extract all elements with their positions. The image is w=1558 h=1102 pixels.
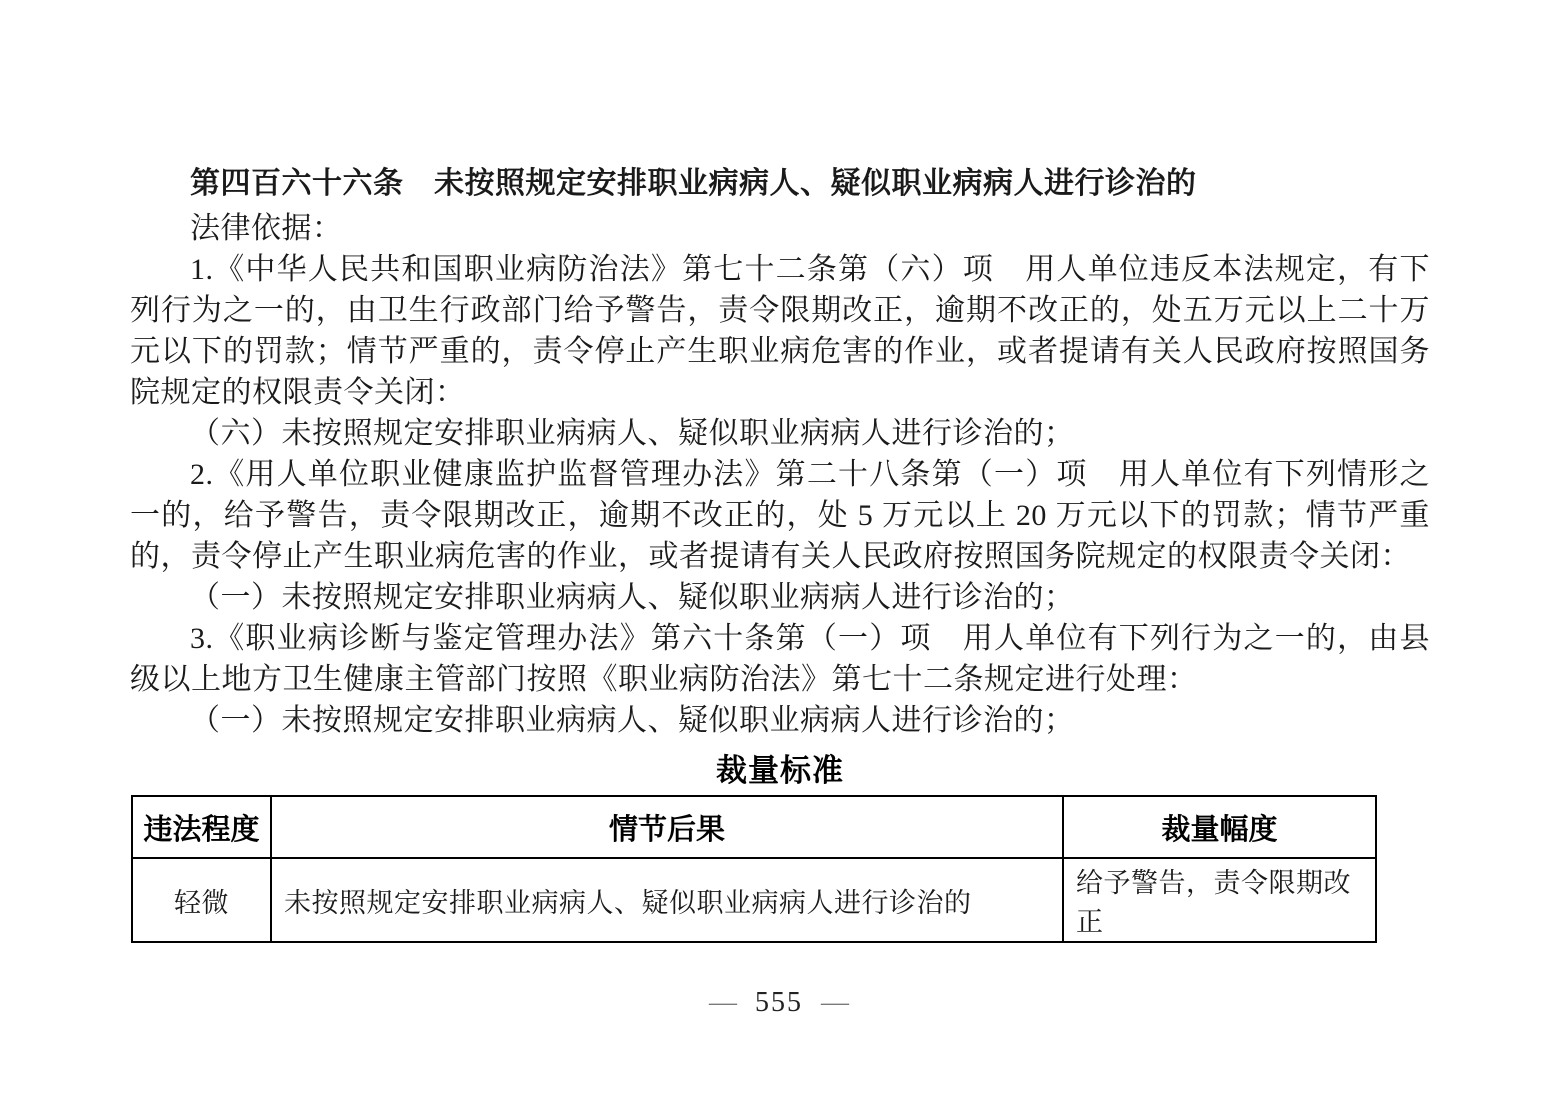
legal-item-six: （六）未按照规定安排职业病病人、疑似职业病病人进行诊治的； [190,417,1075,450]
page-number: 555 [755,987,803,1018]
legal-citation-2: 2.《用人单位职业健康监护监督管理办法》第二十八条第（一）项 用人单位有下列情形之一的，给予警告，责令限期改正，逾期不改正的，处 5 万元以上 20 万元以下的罚款；情节严重的，责令停止产生职业病危害的作业，或者提请有关人民政府按照国务院规定的权限责令关闭： [130,458,1430,573]
legal-citation-1: 1.《中华人民共和国职业病防治法》第七十二条第（六）项 用人单位违反本法规定，有下列行为之一的，由卫生行政部门给予警告，责令限期改正，逾期不改正的，处五万元以上二十万元以下的罚款；情节严重的，责令停止产生职业病危害的作业，或者提请有关人民政府按照国务院规定的权限责令关闭： [130,253,1430,409]
table-header-row [132,796,1376,858]
discretion-standard-table [131,795,1377,943]
page-footer [0,986,1558,1020]
legal-citation-3: 3.《职业病诊断与鉴定管理办法》第六十条第（一）项 用人单位有下列行为之一的，由县级以上地方卫生健康主管部门按照《职业病防治法》第七十二条规定进行处理： [130,622,1430,696]
legal-basis-label: 法律依据： [190,212,343,245]
cell-violation-degree: 轻微 [132,858,271,942]
footer-dash-right: — [821,987,849,1018]
article-title: 第四百六十六条 未按照规定安排职业病病人、疑似职业病病人进行诊治的 [190,167,1197,200]
col-header-circumstances: 情节后果 [271,796,1063,858]
cell-discretion-range: 给予警告，责令限期改正 [1063,858,1376,942]
table-title: 裁量标准 [716,753,844,788]
col-header-discretion-range: 裁量幅度 [1063,796,1376,858]
footer-dash-left: — [709,987,737,1018]
legal-item-one-a: （一）未按照规定安排职业病病人、疑似职业病病人进行诊治的； [190,581,1075,614]
col-header-violation-degree: 违法程度 [132,796,271,858]
document-content [130,163,1430,943]
table-row [132,858,1376,942]
legal-item-one-b: （一）未按照规定安排职业病病人、疑似职业病病人进行诊治的； [190,704,1075,737]
cell-circumstances: 未按照规定安排职业病病人、疑似职业病病人进行诊治的 [271,858,1063,942]
